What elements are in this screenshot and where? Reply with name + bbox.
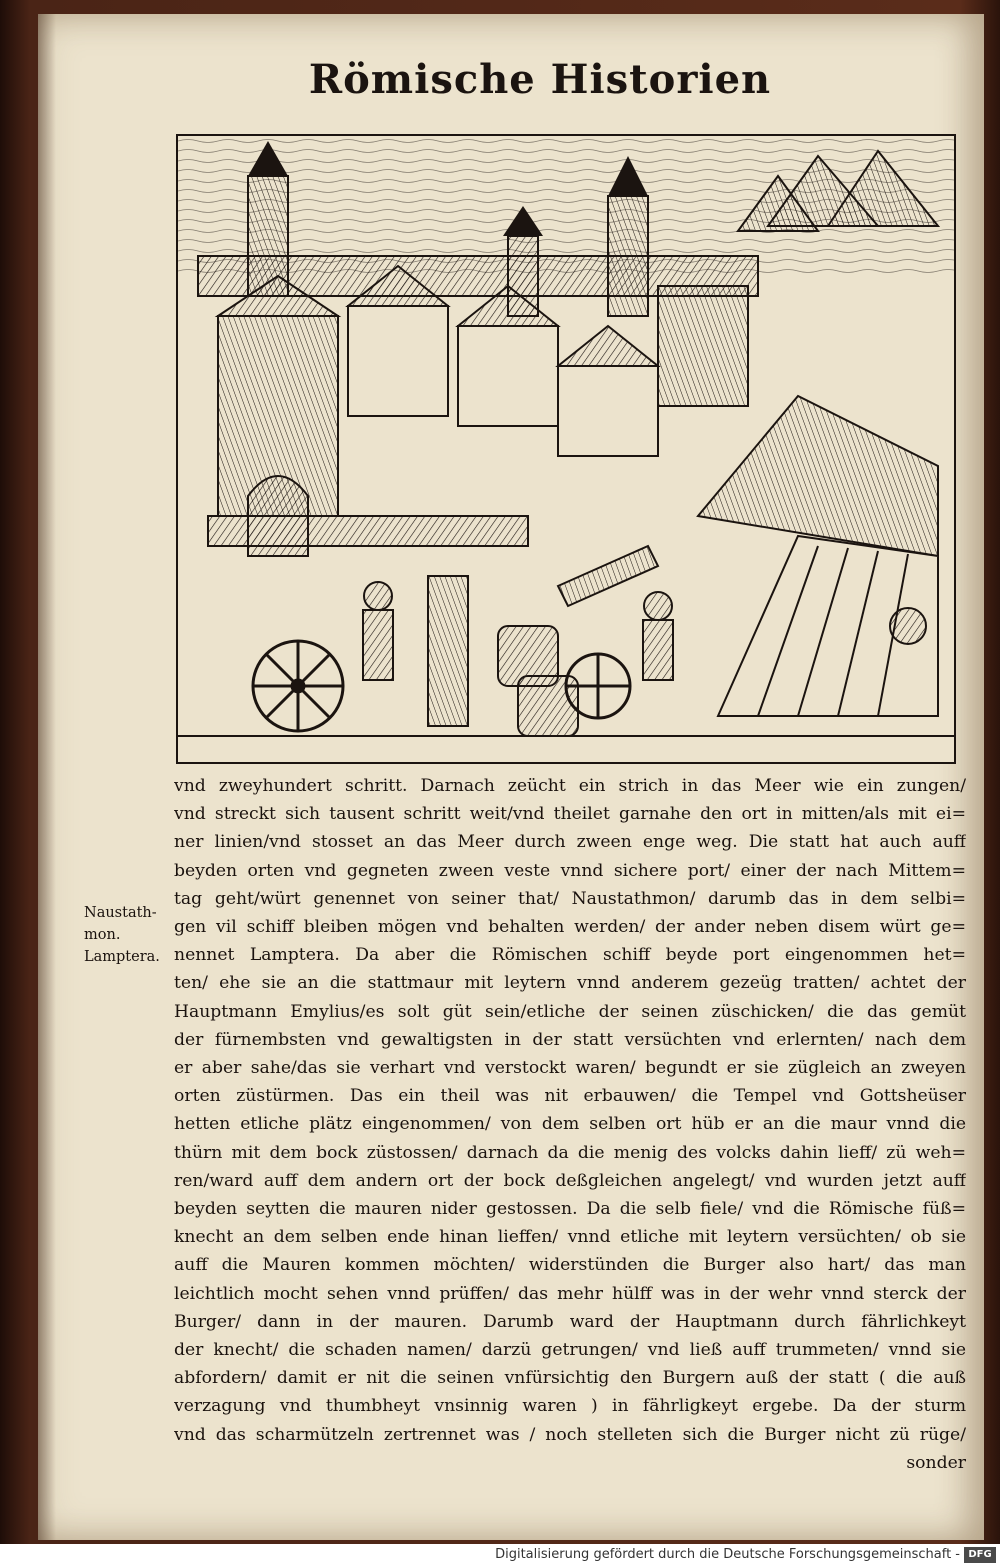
marginal-note-line: Naustath- (84, 905, 157, 921)
woodcut-illustration (176, 134, 956, 764)
text-line: knecht an dem selben ende hinan lieffen/ vnnd etliche mit leytern versüchten/ ob sie (174, 1227, 966, 1248)
text-line: er aber sahe/das sie verhart vnd verstockt waren/ begundt er sie zügleich an zweyen (174, 1058, 966, 1079)
running-title: Römische Historien (308, 56, 772, 103)
text-line: vnd streckt sich tausent schritt weit/vnd theilet garnahe den ort in mitten/als mit ei= (174, 804, 966, 825)
text-line: vnd zweyhundert schritt. Darnach zeücht ein strich in das Meer wie ein zungen/ (174, 776, 966, 796)
text-line: thürn mit dem bock züstossen/ darnach da die menig des volcks dahin lieff/ zü weh= (174, 1142, 966, 1163)
text-line: ner linien/vnd stosset an das Meer durch zween enge weg. Die statt hat auch auff (174, 832, 966, 853)
text-line: gen vil schiff bleiben mögen vnd behalten werden/ der ander neben disem würt ge= (174, 917, 966, 938)
text-line: vnd das scharmützeln zertrennet was / noch stelleten sich die Burger nicht zü rüge/ (174, 1424, 966, 1445)
marginal-note-line: Lamptera. (84, 949, 160, 965)
text-line: Hauptmann Emylius/es solt güt sein/etliche der seinen züschicken/ die das gemüt (174, 1001, 966, 1022)
text-line: nennet Lamptera. Da aber die Römischen schiff beyde port eingenommen het= (174, 945, 966, 966)
dfg-logo[interactable]: DFG (964, 1547, 996, 1563)
spine-shadow (38, 14, 56, 1540)
funding-note: Digitalisierung gefördert durch die Deutsche Forschungsgemeinschaft - (495, 1547, 960, 1562)
text-line: tag geht/würt genennet von seiner that/ Naustathmon/ darumb das in dem selbi= (174, 888, 966, 909)
text-line: hetten etliche plätz eingenommen/ von dem selben ort hüb er an die maur vnnd die (174, 1114, 966, 1135)
text-line: ren/ward auff dem andern ort der bock deßgleichen angelegt/ vnd wurden jetzt auff (174, 1170, 966, 1191)
text-line: beyden orten vnd gegneten zween veste vnnd sichere port/ einer der nach Mittem= (174, 860, 966, 881)
catchword: sonder (906, 1452, 966, 1473)
marginal-note (84, 902, 178, 968)
text-line: leichtlich mocht sehen vnnd prüffen/ das mehr hülff was in der wehr vnnd sterck der (174, 1283, 966, 1304)
body-text (174, 772, 966, 1477)
text-line: abfordern/ damit er nit die seinen vnfürsichtig den Burgern auß der statt ( die auß (174, 1368, 966, 1389)
text-line: Burger/ dann in der mauren. Darumb ward der Hauptmann durch fährlichkeyt (174, 1311, 966, 1332)
text-line: beyden seytten die mauren nider gestossen. Da die selb fiele/ vnd die Römische füß= (174, 1199, 966, 1220)
text-line: orten züstürmen. Das ein theil was nit erbauwen/ die Tempel vnd Gottsheüser (174, 1086, 966, 1107)
text-line: verzagung vnd thumbheyt vnsinnig waren ) in fährligkeyt ergebe. Da der sturm (174, 1396, 966, 1417)
text-line: ten/ ehe sie an die stattmaur mit leytern vnnd anderem gezeüg tratten/ achtet der (174, 973, 966, 994)
woodcut-siege-scene-icon (178, 136, 954, 762)
text-line: auff die Mauren kommen möchten/ widerstünden die Burger also hart/ das man (174, 1255, 966, 1276)
text-line: der knecht/ die schaden namen/ darzü getrungen/ vnd ließ auff trummeten/ vnnd sie (174, 1340, 966, 1361)
text-line: der fürnembsten vnd gewaltigsten in der statt versüchten vnd erlernten/ nach dem (174, 1029, 966, 1050)
marginal-note-line: mon. (84, 927, 121, 943)
